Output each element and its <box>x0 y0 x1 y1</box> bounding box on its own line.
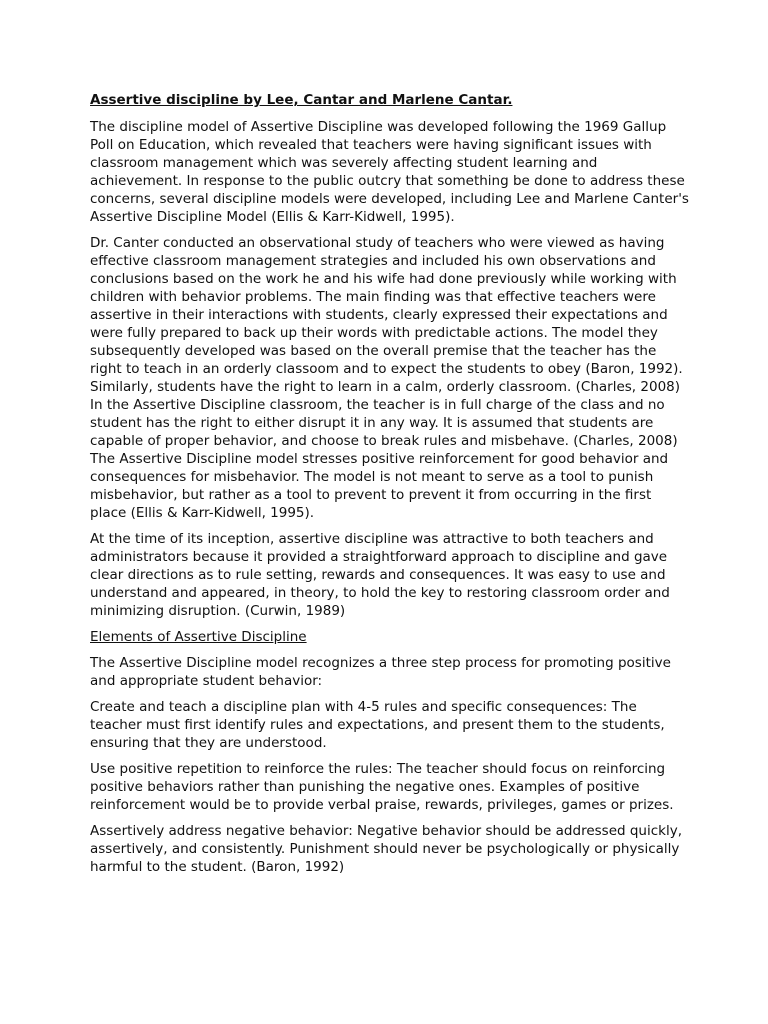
paragraph-intro-2: Dr. Canter conducted an observational study of teachers who were viewed as having effective classroom management strategies and included his own observations and conclusions based on the work he and his wife had done previously while working with children with behavior problems. The main finding was that effective teachers were assertive in their interactions with students, clearly expressed their expectations and were fully prepared to back up their words with predictable actions. The model they subsequently developed was based on the overall premise that the teacher has the right to teach in an orderly classoom and to expect the students to obey (Baron, 1992). Similarly, students have the right to learn in a calm, orderly classroom. (Charles, 2008) In the Assertive Discipline classroom, the teacher is in full charge of the class and no student has the right to either disrupt it in any way. It is assumed that students are capable of proper behavior, and choose to break rules and misbehave. (Charles, 2008) The Assertive Discipline model stresses positive reinforcement for good behavior and consequences for misbehavior. The model is not meant to serve as a tool to punish misbehavior, but rather as a tool to prevent to prevent it from occurring in the first place (Ellis & Karr-Kidwell, 1995). <box>90 235 683 521</box>
paragraph-elements-3: Use positive repetition to reinforce the rules: The teacher should focus on reinforcing positive behaviors rather than punishing the negative ones. Examples of positive reinforcement would be to provide verbal praise, rewards, privileges, games or prizes. <box>90 761 674 813</box>
paragraph-elements-2: Create and teach a discipline plan with 4-5 rules and specific consequences: The teacher must first identify rules and expectations, and present them to the students, ensuring that they are understood. <box>90 699 665 751</box>
paragraph-elements-4: Assertively address negative behavior: Negative behavior should be addressed quickly, assertively, and consistently. Punishment should never be psychologically or physically harmful to the student. (Baron, 1992) <box>90 823 683 875</box>
paragraph-elements-1: The Assertive Discipline model recognizes a three step process for promoting positive and appropriate student behavior: <box>90 655 671 689</box>
paragraph-intro-3: At the time of its inception, assertive discipline was attractive to both teachers and administrators because it provided a straightforward approach to discipline and gave clear directions as to rule setting, rewards and consequences. It was easy to use and understand and appeared, in theory, to hold the key to restoring classroom order and minimizing disruption. (Curwin, 1989) <box>90 531 670 619</box>
section-heading-elements: Elements of Assertive Discipline <box>90 629 307 645</box>
paragraph-intro-1: The discipline model of Assertive Discipline was developed following the 1969 Gallup Poll on Education, which revealed that teachers were having significant issues with classroom management which was severely affecting student learning and achievement. In response to the public outcry that something be done to address these concerns, several discipline models were developed, including Lee and Marlene Canter's Assertive Discipline Model (Ellis & Karr-Kidwell, 1995). <box>90 119 689 225</box>
document-page <box>90 91 690 884</box>
document-title: Assertive discipline by Lee, Cantar and Marlene Cantar. <box>90 92 513 108</box>
